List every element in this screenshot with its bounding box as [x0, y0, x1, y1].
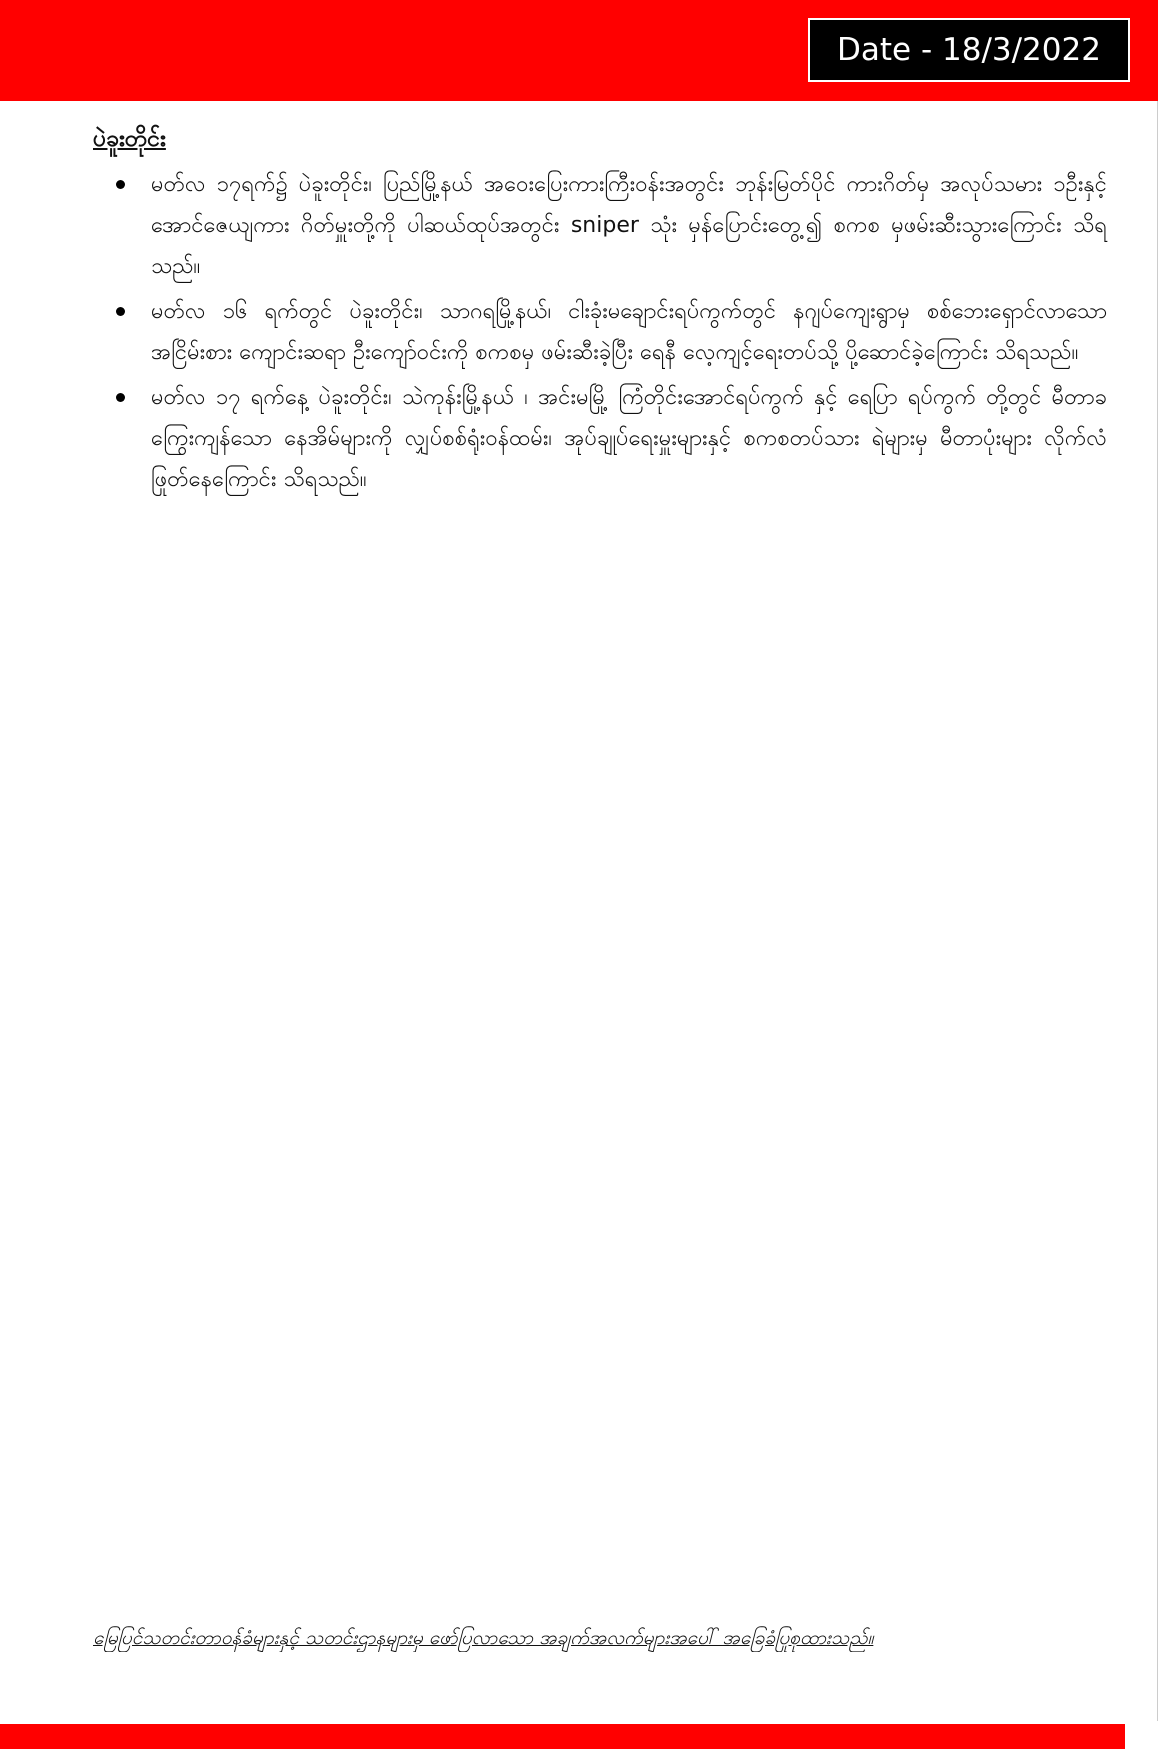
list-item [93, 377, 1107, 500]
bullet-icon [116, 180, 125, 189]
list-item-text: မတ်လ ၁၆ ရက်တွင် ပဲခူးတိုင်း၊ သာဂရမြို့နယ်၊ ငါးခုံးမချောင်းရပ်ကွက်တွင် နဂျပ်ကျေးရွာမှ စစ်ဘေးရှောင်လာသော အငြိမ်းစား ကျောင်းဆရာ ဦးကျော်ဝင်းကို စကစမှ ဖမ်းဆီးခဲ့ပြီး ရေနီ လေ့ကျင့်ရေးတပ်သို့ ပို့ဆောင်ခဲ့ကြောင်း သိရသည်။ [151, 299, 1107, 365]
source-note: မြေပြင်သတင်းတာဝန်ခံများနှင့် သတင်းဌာနများမှ ဖော်ပြလာသော အချက်အလက်များအပေါ် အခြေခံပြုစုထားသည်။ [93, 1627, 874, 1649]
list-item [93, 164, 1107, 287]
header-bar [0, 0, 1158, 101]
bullet-icon [116, 307, 125, 316]
list-item-text: မတ်လ ၁၇ရက်၌ ပဲခူးတိုင်း၊ ပြည်မြို့နယ် အဝေးပြေးကားကြီးဝန်းအတွင်း ဘုန်းမြတ်ပိုင် ကားဂိတ်မှ အလုပ်သမား ၁ဦးနှင့် အောင်ဇေယျကား ဂိတ်မှူးတို့ကို ပါဆယ်ထုပ်အတွင်း sniper သုံး မှန်ပြောင်းတွေ့၍ စကစ မှဖမ်းဆီးသွားကြောင်း သိရသည်။ [151, 172, 1107, 279]
date-label: Date - 18/3/2022 [808, 18, 1130, 82]
footer-bar [0, 1724, 1125, 1749]
section-title: ပဲခူးတိုင်း [93, 126, 166, 152]
bullet-icon [116, 393, 125, 402]
news-list [93, 164, 1107, 504]
list-item-text: မတ်လ ၁၇ ရက်နေ့ ပဲခူးတိုင်း၊ သဲကုန်းမြို့နယ် ၊ အင်းမမြို့ ကြံတိုင်းအောင်ရပ်ကွက် နှင့် ရေပြာ ရပ်ကွက် တို့တွင် မီတာခ ကြွေးကျန်သော နေအိမ်များကို လျှပ်စစ်ရုံးဝန်ထမ်း၊ အုပ်ချုပ်ရေးမှူးများနှင့် စကစတပ်သား ရဲများမှ မီတာပုံးများ လိုက်လံဖြုတ်နေကြောင်း သိရသည်။ [151, 385, 1107, 492]
list-item [93, 291, 1107, 373]
